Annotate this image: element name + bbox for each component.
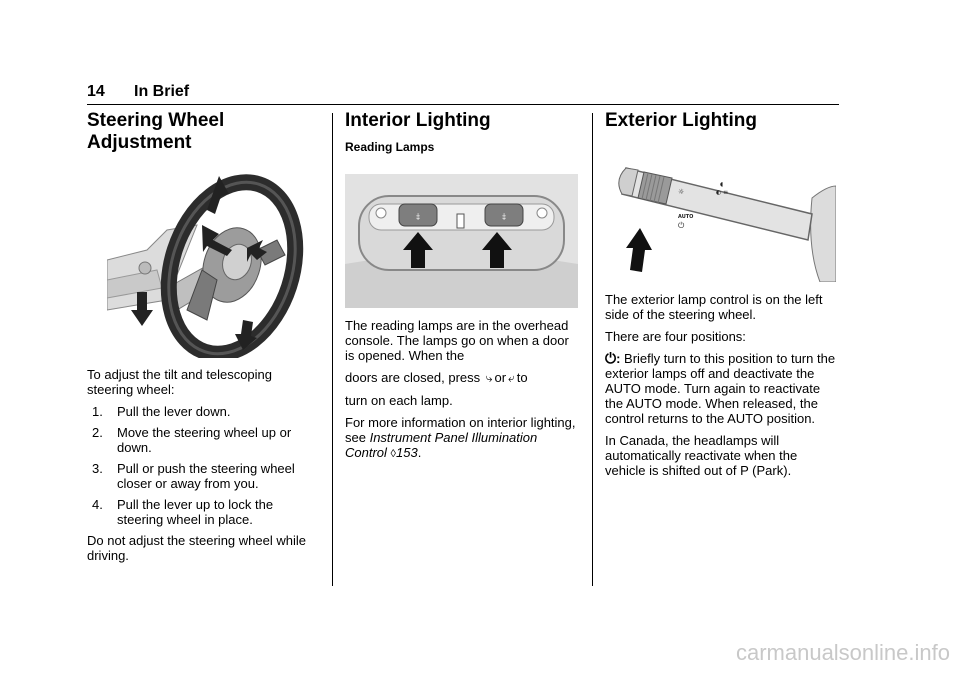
reading-lamps-para2: For more information on interior lighting, see Instrument Panel Illumination Control ◊153. <box>345 415 576 460</box>
reading-lamps-subtitle: Reading Lamps <box>345 140 435 154</box>
list-item: 1. Pull the lever down. <box>92 404 231 419</box>
page-ref-icon: ◊ <box>390 448 396 460</box>
list-item: 4. Pull the lever up to lock the steering wheel in place. <box>92 497 274 527</box>
steering-intro: To adjust the tilt and telescoping steering wheel: <box>87 367 273 397</box>
exterior-lighting-text <box>605 292 841 478</box>
watermark: carmanualsonline.info <box>735 640 950 665</box>
reading-lamps-para1: The reading lamps are in the overhead console. The lamps go on when a door is opened. When the <box>345 318 569 363</box>
exterior-lighting-title: Exterior Lighting <box>605 110 757 131</box>
steering-wheel-text <box>87 367 319 563</box>
svg-text:◖: ◖ <box>720 181 724 188</box>
column-divider <box>332 113 333 586</box>
exterior-para4: In Canada, the headlamps will automatically reactivate when the vehicle is shifted out of P (Park). <box>605 433 798 478</box>
column-divider <box>592 113 593 586</box>
steering-note: Do not adjust the steering wheel while driving. <box>87 533 306 563</box>
steering-wheel-title: Steering Wheel Adjustment <box>87 110 225 153</box>
svg-text:⤈: ⤈ <box>502 212 506 222</box>
svg-text:⤈: ⤈ <box>416 212 420 222</box>
reading-lamps-para1c: turn on each lamp. <box>345 393 453 408</box>
page-header <box>87 83 839 105</box>
svg-text:◐ ≡: ◐ ≡ <box>716 189 729 196</box>
exterior-lamp-control-illustration <box>612 158 836 282</box>
steering-wheel-illustration <box>107 170 315 358</box>
reading-lamp-right-icon: ⤶ <box>508 371 515 385</box>
instrument-panel-link[interactable]: Instrument Panel Illumination Control <box>345 430 538 460</box>
section-title: In Brief <box>134 83 190 100</box>
steering-steps <box>87 404 319 527</box>
interior-lighting-text <box>345 318 581 462</box>
interior-lighting-title: Interior Lighting <box>345 110 491 131</box>
reading-lamps-illustration <box>345 174 578 308</box>
page-number: 14 <box>87 83 105 100</box>
exterior-lighting-section <box>605 110 841 132</box>
svg-text:☼: ☼ <box>678 188 685 196</box>
svg-text:⏻: ⏻ <box>678 221 685 230</box>
interior-lighting-section <box>345 110 581 154</box>
reading-lamp-left-icon: ⤷ <box>485 371 493 385</box>
list-item: 2. Move the steering wheel up or down. <box>92 425 292 455</box>
steering-wheel-section <box>87 110 319 154</box>
reading-lamps-para1b: doors are closed, press ⤷ or ⤶ to <box>345 370 528 385</box>
exterior-para3: ⏻: Briefly turn to this position to turn the exterior lamps off and deactivate the AUTO mode. Turn again to reactivate the AUTO mode. When released, the control returns to the AUTO position. <box>605 350 836 426</box>
exterior-para2: There are four positions: <box>605 329 746 344</box>
list-item: 3. Pull or push the steering wheel closer or away from you. <box>92 461 295 491</box>
power-off-icon: ⏻ <box>605 350 617 366</box>
exterior-para1: The exterior lamp control is on the left side of the steering wheel. <box>605 292 823 322</box>
auto-label: AUTO <box>678 214 694 220</box>
